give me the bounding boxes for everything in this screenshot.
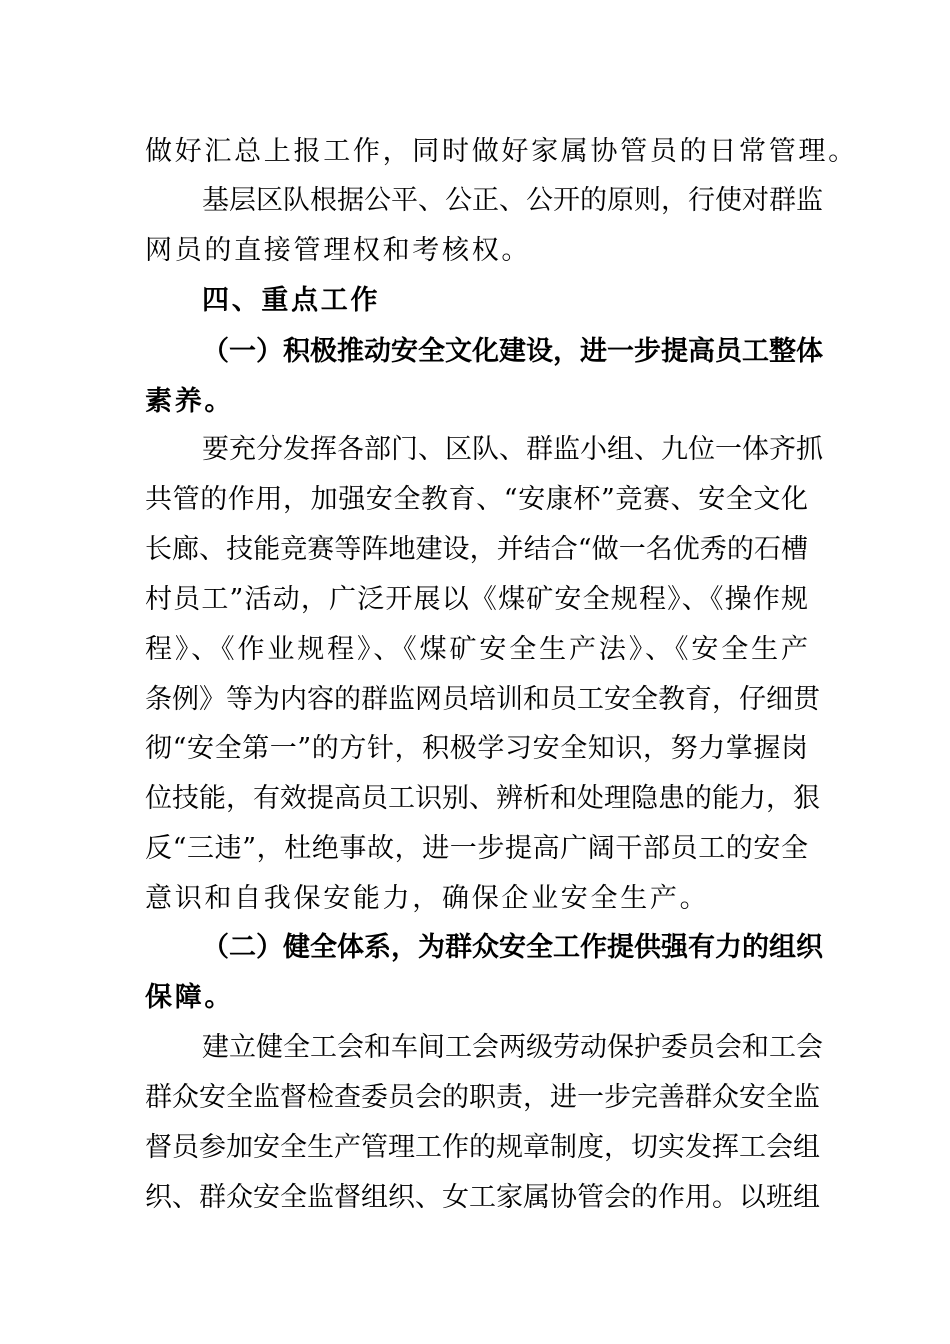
paragraph-line: 群众安全监督检查委员会的职责，进一步完善群众安全监 [145, 1082, 820, 1113]
subsection-heading: 素养。 [145, 386, 235, 417]
paragraph-line: 做好汇总上报工作，同时做好家属协管员的日常管理。 [145, 136, 858, 167]
paragraph-line: 彻“安全第一”的方针，积极学习安全知识，努力掌握岗 [145, 733, 808, 764]
paragraph-line: 程》、《作业规程》、《煤矿安全生产法》、《安全生产 [145, 634, 808, 665]
paragraph-line: 条例》等为内容的群监网员培训和员工安全教育，仔细贯 [145, 684, 820, 715]
paragraph-line: 督员参加安全生产管理工作的规章制度，切实发挥工会组 [145, 1132, 820, 1163]
paragraph-line: 要充分发挥各部门、区队、群监小组、九位一体齐抓 [202, 434, 823, 465]
paragraph-line: 位技能，有效提高员工识别、辨析和处理隐患的能力，狠 [145, 783, 820, 814]
paragraph-line: 共管的作用，加强安全教育、“安康杯”竞赛、安全文化 [145, 484, 808, 515]
paragraph-line: 基层区队根据公平、公正、公开的原则，行使对群监 [202, 185, 823, 216]
paragraph-line: 网员的直接管理权和考核权。 [145, 235, 532, 266]
paragraph-line: 建立健全工会和车间工会两级劳动保护委员会和工会 [202, 1032, 823, 1063]
subsection-heading: （一）积极推动安全文化建设，进一步提高员工整体 [202, 336, 823, 367]
paragraph-line: 村员工”活动，广泛开展以《煤矿安全规程》、《操作规 [145, 584, 808, 615]
paragraph-line: 织、群众安全监督组织、女工家属协管会的作用。以班组 [145, 1182, 820, 1213]
subsection-heading: （二）健全体系，为群众安全工作提供强有力的组织 [202, 932, 823, 963]
paragraph-line: 意识和自我保安能力，确保企业安全生产。 [145, 883, 710, 914]
paragraph-line: 反“三违”，杜绝事故，进一步提高广阔干部员工的安全 [145, 833, 808, 864]
paragraph-line: 长廊、技能竞赛等阵地建设，并结合“做一名优秀的石槽 [145, 534, 808, 565]
section-heading: 四、重点工作 [202, 285, 381, 316]
subsection-heading: 保障。 [145, 982, 235, 1013]
